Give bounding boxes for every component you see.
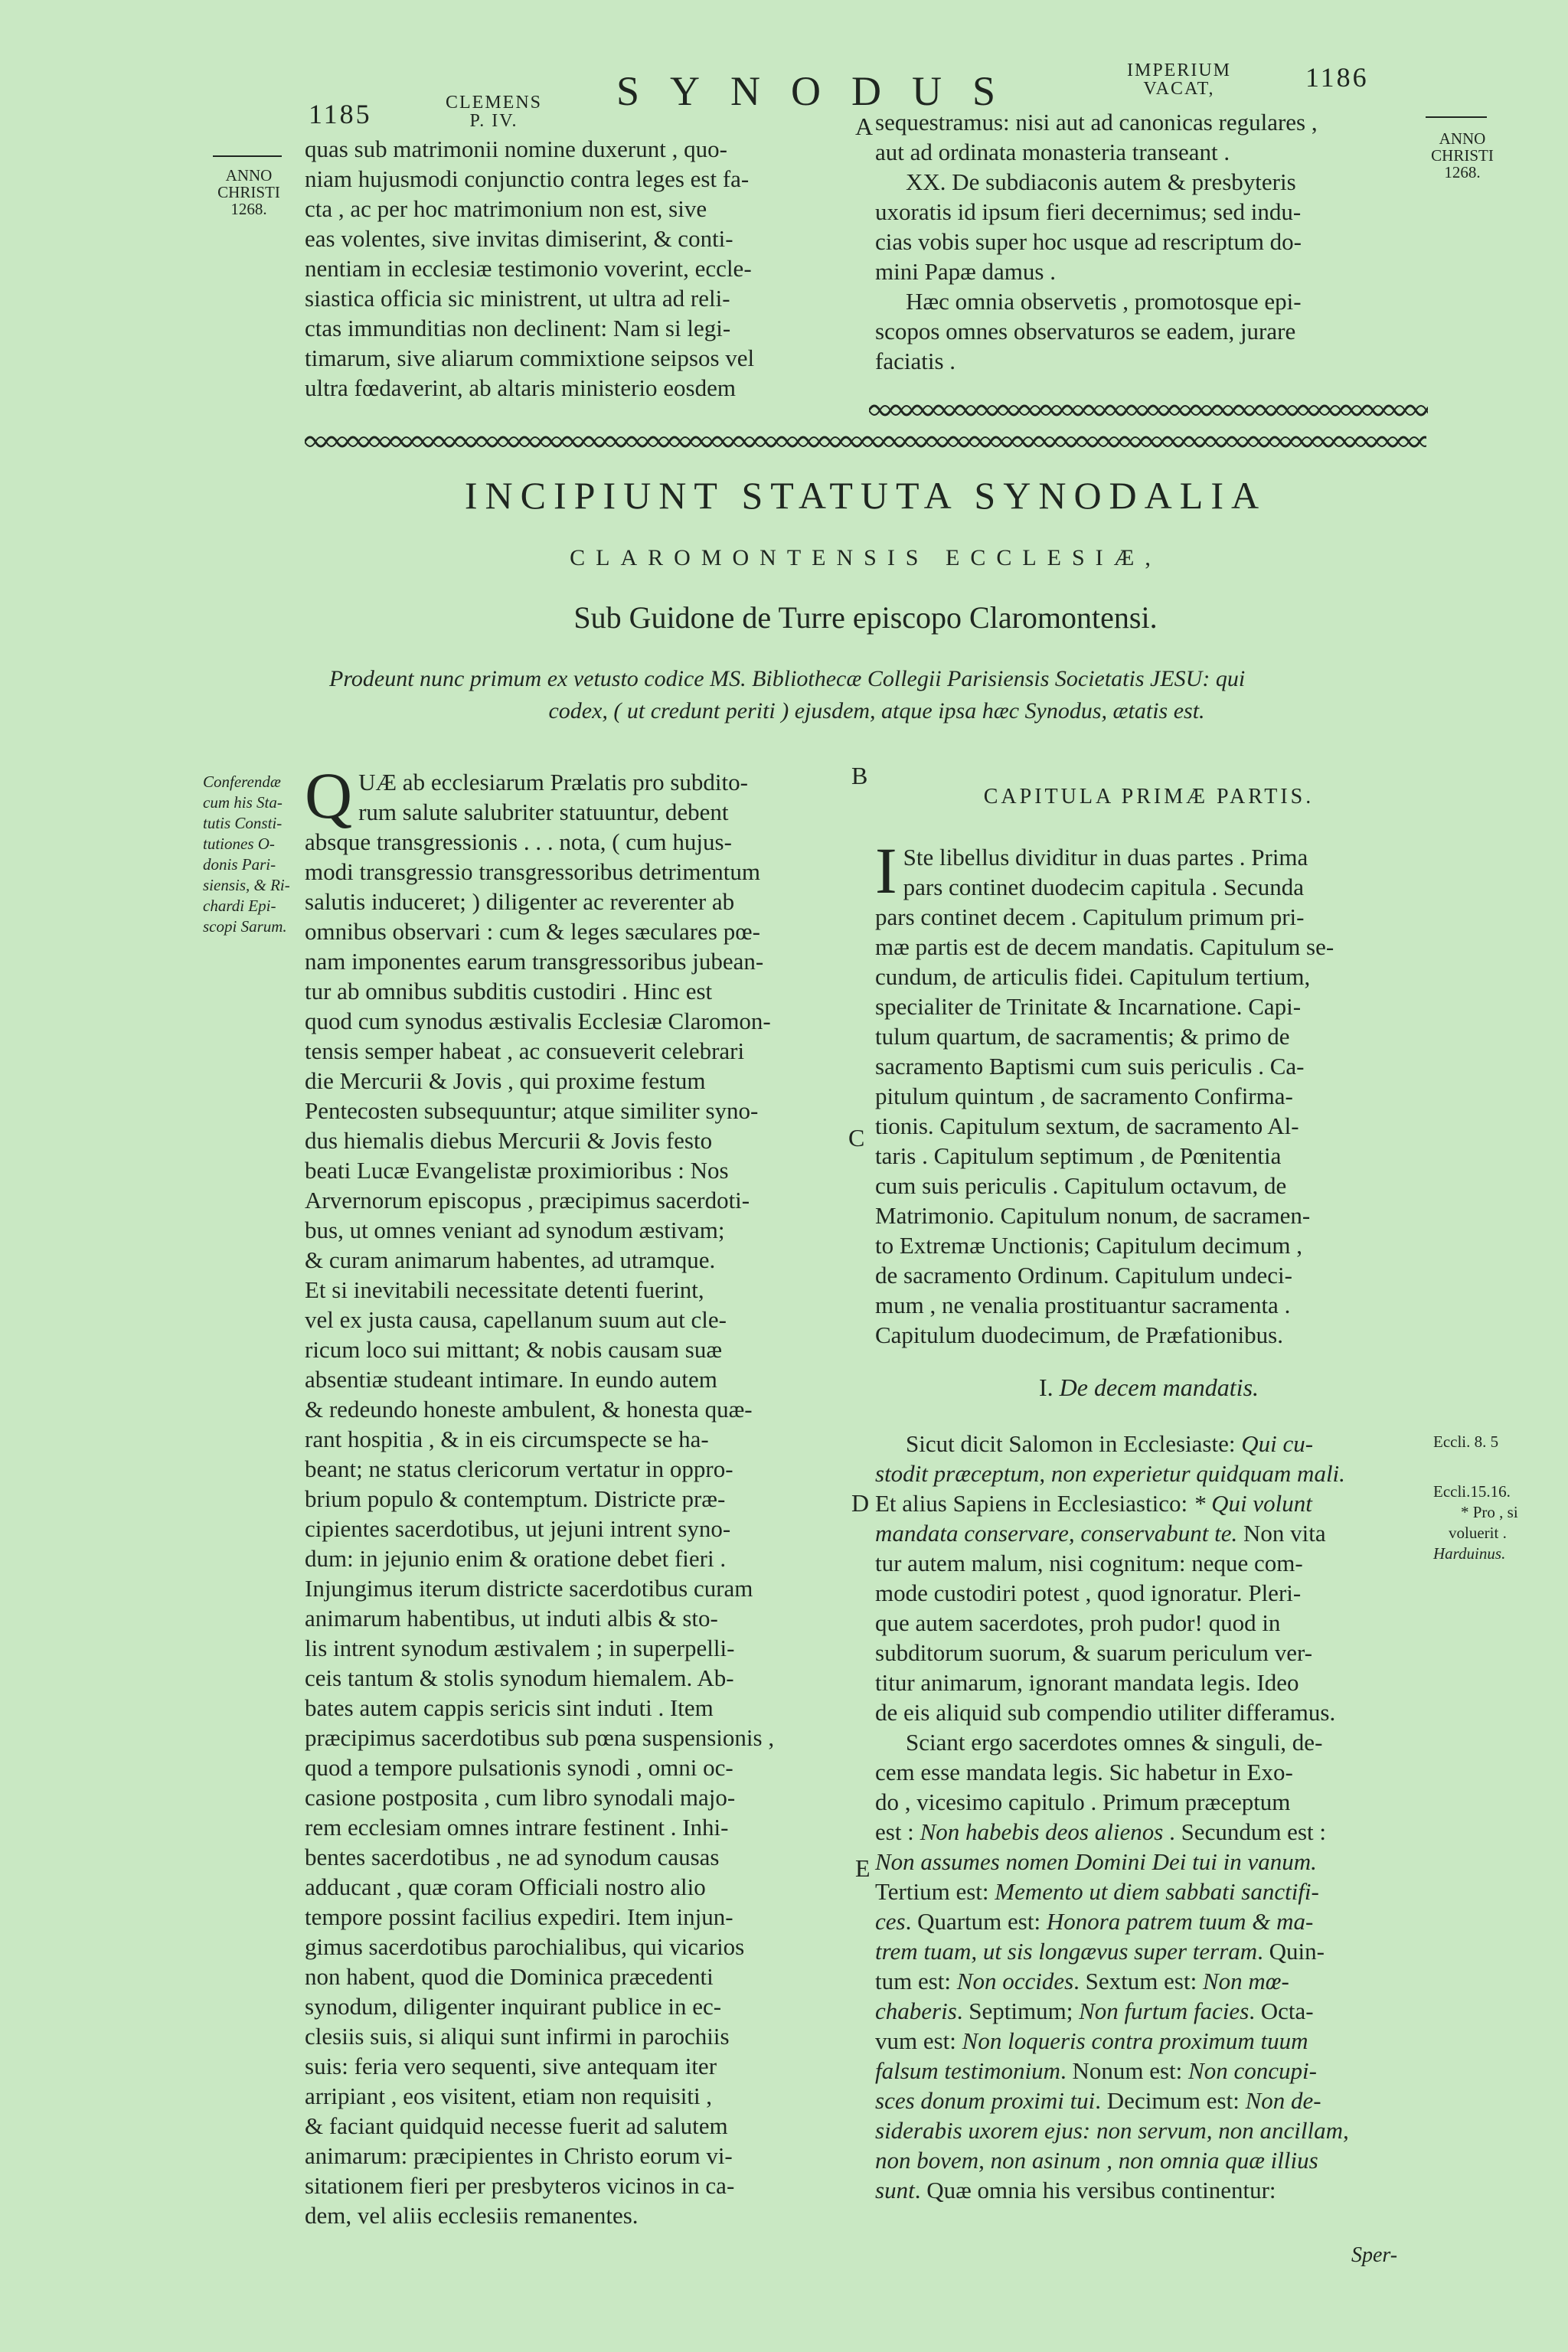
text-line: tionis. Capitulum sextum, de sacramento Al- — [875, 1112, 1299, 1139]
text-run: Non concupi- — [1188, 2057, 1317, 2084]
text-line: siastica officia sic ministrent, ut ultra ad reli- — [305, 285, 730, 312]
text-line — [875, 1996, 1423, 2026]
text-line: que autem sacerdotes, proh pudor! quod in — [875, 1609, 1281, 1636]
text-line — [875, 1429, 1423, 1459]
note-line: Conferendæ — [203, 773, 281, 791]
text-line: nentiam in ecclesiæ testimonio voverint, eccle- — [305, 255, 752, 282]
text-run: . Quæ omnia his versibus continentur: — [914, 2177, 1276, 2203]
intro-note — [329, 663, 1424, 727]
sub-title: CLAROMONTENSIS ECCLESIÆ, — [570, 545, 1161, 570]
text-line: titur animarum, ignorant mandata legis. Ideo — [875, 1669, 1299, 1696]
text-run: Non mœ- — [1202, 1968, 1289, 1994]
text-line: Capitulum duodecimum, de Præfationibus. — [875, 1321, 1283, 1348]
text-run: . Octa- — [1249, 1998, 1314, 2024]
imperium-label — [1122, 61, 1236, 98]
text-line: timarum, sive aliarum commixtione seipsos vel — [305, 345, 755, 371]
text-line: & faciant quidquid necesse fuerit ad salutem — [305, 2112, 728, 2139]
note-line: tutis Consti- — [203, 814, 283, 832]
text-run: Non occides — [956, 1968, 1074, 1994]
text-line: dus hiemalis diebus Mercurii & Jovis festo — [305, 1127, 713, 1154]
text-run: . Sextum est: — [1073, 1968, 1197, 1994]
catchword: Sper- — [1351, 2243, 1398, 2267]
text-line: bus, ut omnes veniant ad synodum æstivam; — [305, 1217, 725, 1243]
text-run: Qui cu- — [1241, 1430, 1314, 1457]
running-title: SYNODUS — [616, 68, 1027, 114]
text-run: . Nonum est: — [1060, 2057, 1183, 2084]
text-line: XX. De subdiaconis autem & presbyteris — [906, 168, 1296, 195]
text-run: sunt — [875, 2177, 915, 2203]
text-line: absque transgressionis . . . nota, ( cum hujus- — [305, 828, 732, 855]
text-run: tum est: — [875, 1968, 952, 1994]
text-line: cta , ac per hoc matrimonium non est, sive — [305, 195, 707, 222]
note-line: cum his Sta- — [203, 793, 283, 812]
text-line: clesiis suis, si aliqui sunt infirmi in parochiis — [305, 2023, 730, 2050]
ref-line: voluerit . — [1449, 1524, 1507, 1542]
text-line: rum salute salubriter statuuntur, debent — [358, 799, 729, 825]
anno-christi-right — [1420, 130, 1504, 181]
text-line: to Extremæ Unctionis; Capitulum decimum , — [875, 1232, 1302, 1259]
text-line: cias vobis super hoc usque ad rescriptum do- — [875, 228, 1302, 255]
text-run: Honora patrem tuum & ma- — [1046, 1908, 1314, 1935]
text-line — [875, 1518, 1423, 1548]
text-line — [875, 1877, 1423, 1906]
section-heading — [875, 1373, 1423, 1403]
margin-ref-eccli-15 — [1433, 1481, 1556, 1564]
text-line: nam imponentes earum transgressoribus jubean- — [305, 948, 764, 975]
drop-cap: Q — [305, 759, 353, 832]
text-line: rem ecclesiam omnes intrare festinent . Inhi- — [305, 1814, 729, 1841]
text-line: tempore possint facilius expediri. Item injun- — [305, 1903, 733, 1930]
note-line: siensis, & Ri- — [203, 876, 290, 894]
text-line: mæ partis est de decem mandatis. Capitulum se- — [875, 933, 1334, 960]
year-label: 1268. — [230, 200, 267, 218]
text-run: chaberis — [875, 1998, 957, 2024]
text-line — [875, 2086, 1423, 2115]
text-line: dum: in jejunio enim & oratione debet fieri . — [305, 1545, 727, 1572]
text-line: ctas immunditias non declinent: Nam si legi- — [305, 315, 731, 341]
marker-b: B — [851, 762, 868, 789]
text-run: . Septimum; — [956, 1998, 1073, 2024]
text-line: subditorum suorum, & suarum periculum ver- — [875, 1639, 1313, 1666]
text-line: sequestramus: nisi aut ad canonicas regulares , — [875, 109, 1318, 136]
text-run: Memento ut diem sabbati sanctifi- — [995, 1878, 1319, 1905]
note-line: donis Pari- — [203, 855, 276, 874]
text-run: Non de- — [1245, 2087, 1321, 2114]
text-line: cum suis periculis . Capitulum octavum, de — [875, 1172, 1287, 1199]
text-line: synodum, diligenter inquirant publice in ec- — [305, 1993, 722, 2020]
ref-line: Harduinus. — [1433, 1544, 1506, 1563]
text-line — [875, 1817, 1423, 1847]
text-run: sces donum proximi tui — [875, 2087, 1096, 2114]
marker-a: A — [855, 113, 874, 140]
text-line: mini Papæ damus . — [875, 258, 1056, 285]
imperium-line-1: IMPERIUM — [1126, 60, 1231, 80]
text-line — [875, 1906, 1423, 1936]
text-line: pars continet decem . Capitulum primum pri- — [875, 903, 1305, 930]
text-line: mum , ne venalia prostituantur sacramenta . — [875, 1292, 1291, 1318]
text-line: sacramento Baptismi cum suis periculis . Ca- — [875, 1053, 1305, 1080]
text-line: & curam animarum habentes, ad utramque. — [305, 1246, 716, 1273]
text-run: . Decimum est: — [1095, 2087, 1240, 2114]
ref-line: Eccli.15.16. — [1433, 1482, 1511, 1501]
text-line: vel ex justa causa, capellanum suum aut cle- — [305, 1306, 727, 1333]
text-line: mode custodiri potest , quod ignoratur. Pleri- — [875, 1579, 1302, 1606]
marker-d: D — [851, 1489, 870, 1517]
text-line: UÆ ab ecclesiarum Prælatis pro subdito- — [358, 769, 748, 795]
page-number-left: 1185 — [309, 99, 372, 129]
text-line: eas volentes, sive invitas dimiserint, & conti- — [305, 225, 733, 252]
text-line — [875, 2056, 1423, 2086]
anno-label: ANNO — [225, 166, 273, 185]
note-line: tutiones O- — [203, 835, 275, 853]
text-line: non bovem, non asinum , non omnia quæ illius — [875, 2147, 1318, 2174]
text-line: quas sub matrimonii nomine duxerunt , quo- — [305, 136, 727, 162]
text-run: mandata conservare, conservabunt te. — [875, 1520, 1238, 1547]
margin-note-left — [203, 772, 306, 937]
year-label: 1268. — [1444, 163, 1481, 181]
marker-c: C — [848, 1124, 865, 1152]
drop-cap: I — [875, 834, 897, 907]
text-line: Et si inevitabili necessitate detenti fuerint, — [305, 1276, 704, 1303]
text-run: Tertium est: — [875, 1878, 989, 1905]
section-number: I. — [1038, 1374, 1054, 1401]
side-rule-left — [213, 155, 282, 157]
text-run: . Secundum est : — [1169, 1818, 1326, 1845]
text-line: modi transgressio transgressoribus detrimentum — [305, 858, 760, 885]
text-line: uxoratis id ipsum fieri decernimus; sed indu- — [875, 198, 1302, 225]
text-line: animarum habentibus, ut induti albis & sto- — [305, 1605, 718, 1632]
text-line: Matrimonio. Capitulum nonum, de sacramen- — [875, 1202, 1311, 1229]
text-line: taris . Capitulum septimum , de Pœnitentia — [875, 1142, 1282, 1169]
text-line — [875, 2175, 1423, 2205]
text-line: cipientes sacerdotibus, ut jejuni intrent syno- — [305, 1515, 731, 1542]
text-line: omnibus observari : cum & leges sæculares pœ- — [305, 918, 760, 945]
text-run: trem tuam, ut sis longævus super terram — [875, 1938, 1258, 1965]
christi-label: CHRISTI — [217, 183, 280, 201]
text-line: tur autem malum, nisi cognitum: neque com- — [875, 1550, 1303, 1576]
note-line: scopi Sarum. — [203, 917, 287, 936]
text-line: & redeundo honeste ambulent, & honesta quæ- — [305, 1396, 753, 1423]
text-line: dem, vel aliis ecclesiis remanentes. — [305, 2202, 639, 2229]
text-line: tulum quartum, de sacramentis; & primo de — [875, 1023, 1290, 1050]
text-line: absentiæ studeant intimare. In eundo autem — [305, 1366, 717, 1393]
text-line: faciatis . — [875, 348, 956, 374]
text-line: ultra fœdaverint, ab altaris ministerio eosdem — [305, 374, 736, 401]
text-line: tensis semper habeat , ac consueverit celebrari — [305, 1037, 745, 1064]
text-line: pars continet duodecim capitula . Secunda — [903, 874, 1305, 900]
text-line: quod a tempore pulsationis synodi , omni oc- — [305, 1754, 733, 1781]
text-line: de sacramento Ordinum. Capitulum undeci- — [875, 1262, 1292, 1289]
top-left-column — [305, 134, 850, 403]
right-main-column — [875, 834, 1423, 2205]
pope-number: P. IV. — [469, 111, 518, 131]
pope-name: CLEMENS — [445, 93, 542, 113]
text-line — [875, 1966, 1423, 1996]
text-line: ricum loco sui mittant; & nobis causam suæ — [305, 1336, 723, 1363]
text-line: adducant , quæ coram Officiali nostro alio — [305, 1873, 706, 1900]
text-line: specialiter de Trinitate & Incarnatione. Capi- — [875, 993, 1302, 1020]
christi-label: CHRISTI — [1431, 146, 1494, 165]
text-run: . Quartum est: — [905, 1908, 1041, 1935]
text-line: do , vicesimo capitulo . Primum præceptum — [875, 1788, 1291, 1815]
text-line: Non assumes nomen Domini Dei tui in vanum. — [875, 1848, 1317, 1875]
text-line: bates autem cappis sericis sint induti . Item — [305, 1694, 714, 1721]
text-line: beati Lucæ Evangelistæ proximioribus : Nos — [305, 1157, 729, 1184]
capitula-heading: CAPITULA PRIMÆ PARTIS. — [983, 785, 1315, 808]
text-line: siderabis uxorem ejus: non servum, non ancillam, — [875, 2117, 1349, 2144]
text-run: Et alius Sapiens in Ecclesiastico: — [875, 1490, 1188, 1517]
text-line: niam hujusmodi conjunctio contra leges est fa- — [305, 165, 750, 192]
text-run: vum est: — [875, 2027, 956, 2054]
text-run: ces — [875, 1908, 906, 1935]
pope-label — [440, 93, 547, 130]
text-run: est : — [875, 1818, 914, 1845]
text-line: arripiant , eos visitent, etiam non requisiti , — [305, 2082, 713, 2109]
text-run: * Qui volunt — [1193, 1490, 1312, 1517]
text-line: Arvernorum episcopus , præcipimus sacerdoti- — [305, 1187, 750, 1214]
text-line: scopos omnes observaturos se eadem, jurare — [875, 318, 1296, 345]
text-line: tur ab omnibus subditis custodiri . Hinc est — [305, 978, 713, 1004]
note-line: chardi Epi- — [203, 897, 276, 915]
margin-ref-eccli-8: Eccli. 8. 5 — [1433, 1432, 1499, 1451]
text-line: Pentecosten subsequuntur; atque similiter syno- — [305, 1097, 759, 1124]
marker-e: E — [855, 1854, 871, 1882]
text-line: Sciant ergo sacerdotes omnes & singuli, de- — [906, 1729, 1323, 1756]
text-line: beant; ne status clericorum vertatur in oppro- — [305, 1455, 733, 1482]
page-number-right: 1186 — [1305, 62, 1369, 93]
top-right-column — [875, 107, 1423, 376]
text-line: Ste libellus dividitur in duas partes . Prima — [903, 844, 1308, 871]
intro-line: Prodeunt nunc primum ex vetusto codice MS. Bibliothecæ Collegii Parisiensis Societatis JESU: qui — [329, 666, 1246, 691]
sub-title-bishop: Sub Guidone de Turre episcopo Claromontensi. — [573, 600, 1158, 635]
text-line: brium populo & contemptum. Districte præ- — [305, 1485, 726, 1512]
text-line: pitulum quintum , de sacramento Confirma- — [875, 1083, 1293, 1109]
text-line: salutis induceret; ) diligenter ac reverenter ab — [305, 888, 735, 915]
intro-line: codex, ( ut credunt periti ) ejusdem, atque ipsa hæc Synodus, ætatis est. — [548, 698, 1205, 724]
text-line — [875, 2026, 1423, 2056]
ornament-band-top — [869, 400, 1428, 421]
anno-christi-left — [195, 167, 302, 217]
text-line: casione postposita , cum libro synodali majo- — [305, 1784, 736, 1811]
text-run: Non vita — [1243, 1520, 1326, 1547]
text-line: cundum, de articulis fidei. Capitulum tertium, — [875, 963, 1311, 990]
text-run: falsum testimonium — [875, 2057, 1060, 2084]
text-line: die Mercurii & Jovis , qui proxime festum — [305, 1067, 706, 1094]
text-line: stodit præceptum, non experietur quidquam mali. — [875, 1460, 1345, 1487]
text-line: lis intrent synodum æstivalem ; in superpelli- — [305, 1635, 735, 1661]
text-line: Hæc omnia observetis , promotosque epi- — [906, 288, 1302, 315]
main-title: INCIPIUNT STATUTA SYNODALIA — [464, 474, 1267, 517]
text-line: gimus sacerdotibus parochialibus, qui vicarios — [305, 1933, 745, 1960]
text-line: non habent, quod die Dominica præcedenti — [305, 1963, 714, 1990]
ornament-band-full — [305, 431, 1426, 452]
ref-line: * Pro , si — [1461, 1503, 1518, 1521]
text-line: sitationem fieri per presbyteros vicinos in ca- — [305, 2172, 735, 2199]
text-run: Sicut dicit Salomon in Ecclesiaste: — [906, 1430, 1236, 1457]
anno-label: ANNO — [1439, 129, 1486, 148]
text-line: quod cum synodus æstivalis Ecclesiæ Claromon- — [305, 1008, 771, 1034]
text-line: rant hospitia , & in eis circumspecte se ha- — [305, 1426, 709, 1452]
text-run: . Quin- — [1257, 1938, 1325, 1965]
text-line: animarum: præcipientes in Christo eorum vi- — [305, 2142, 733, 2169]
text-line: suis: feria vero sequenti, sive antequam iter — [305, 2053, 717, 2079]
section-title: De decem mandatis. — [1059, 1374, 1259, 1401]
text-line: aut ad ordinata monasteria transeant . — [875, 139, 1230, 165]
text-run: Non habebis deos alienos — [920, 1818, 1164, 1845]
text-line: bentes sacerdotibus , ne ad synodum causas — [305, 1844, 720, 1870]
text-run: Non furtum facies — [1079, 1998, 1250, 2024]
text-line — [875, 1936, 1423, 1966]
text-line — [875, 1488, 1423, 1518]
text-line: præcipimus sacerdotibus sub pœna suspensionis , — [305, 1724, 775, 1751]
text-run: Non loqueris contra proximum tuum — [962, 2027, 1308, 2054]
text-line: ceis tantum & stolis synodum hiemalem. Ab- — [305, 1664, 734, 1691]
text-line: Injungimus iterum districte sacerdotibus curam — [305, 1575, 753, 1602]
left-main-column — [305, 759, 850, 2230]
text-line: cem esse mandata legis. Sic habetur in Exo- — [875, 1759, 1293, 1785]
side-rule-right — [1426, 116, 1487, 118]
text-line: de eis aliquid sub compendio utiliter differamus. — [875, 1699, 1336, 1726]
imperium-line-2: VACAT, — [1143, 79, 1215, 99]
